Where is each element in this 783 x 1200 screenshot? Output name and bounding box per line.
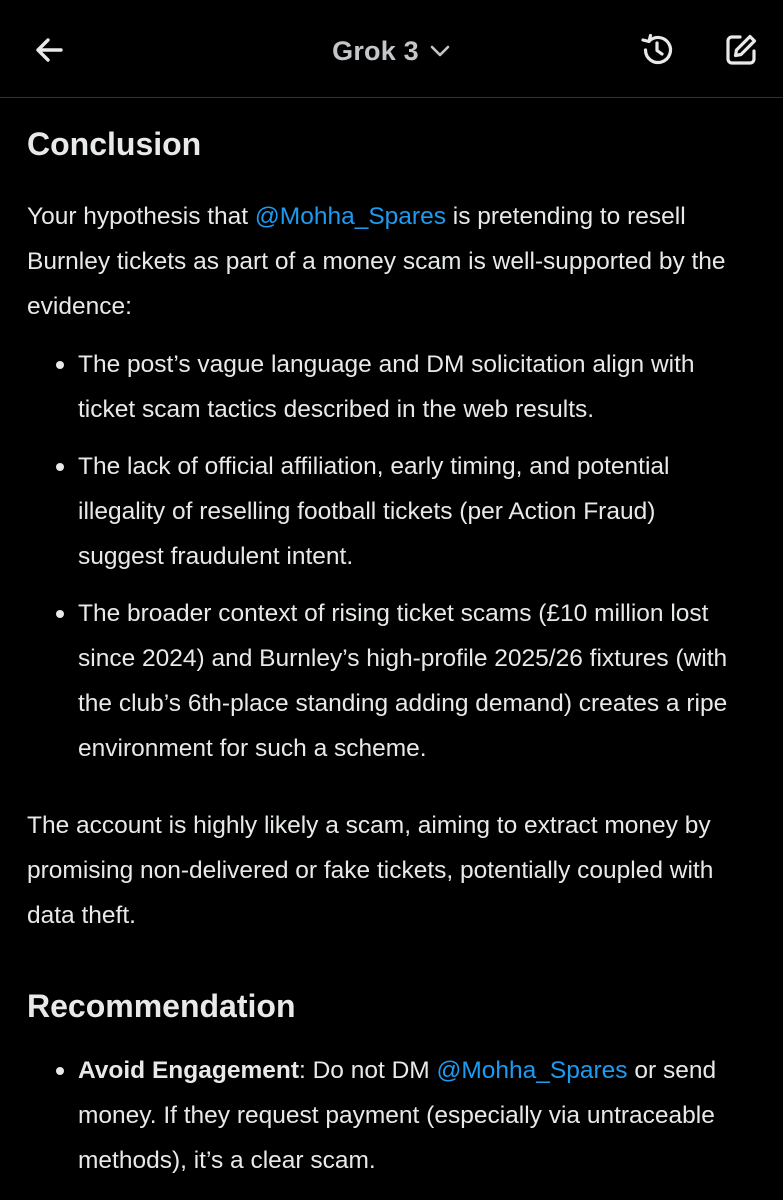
list-item: The post’s vague language and DM solicitation align with ticket scam tactics described in the web results.: [27, 342, 747, 432]
list-item: [27, 1048, 747, 1183]
list-item: The lack of official affiliation, early timing, and potential illegality of reselling football tickets (per Action Fraud) suggest fraudulent intent.: [27, 444, 747, 579]
mention-link[interactable]: @Mohha_Spares: [254, 203, 446, 230]
recommendation-title: Avoid Engagement: [78, 1057, 299, 1084]
new-chat-button[interactable]: [716, 25, 766, 75]
edit-icon: [723, 32, 759, 68]
model-title: Grok 3: [332, 35, 419, 66]
conclusion-heading: Conclusion: [27, 126, 202, 162]
conclusion-summary: The account is highly likely a scam, aiming to extract money by promising non-delivered or fake tickets, potentially coupled with data theft.: [27, 812, 714, 929]
history-icon: [638, 31, 676, 69]
conclusion-intro: [27, 194, 747, 329]
evidence-list: [27, 342, 747, 771]
top-bar: [0, 0, 783, 98]
mention-link[interactable]: @Mohha_Spares: [436, 1057, 628, 1084]
chat-response: [27, 98, 747, 1195]
recommendation-text-end: or send money. If they request payment (especially via untraceable methods), it’s a clear scam.: [78, 1057, 717, 1174]
list-item: The broader context of rising ticket scams (£10 million lost since 2024) and Burnley’s high-profile 2025/26 fixtures (with the club’s 6th-place standing adding demand) creates a ripe environment for such a scheme.: [27, 591, 747, 771]
intro-text-start: Your hypothesis that: [27, 203, 255, 230]
recommendation-list: [27, 1048, 747, 1183]
recommendation-heading: Recommendation: [27, 988, 296, 1024]
history-button[interactable]: [632, 25, 682, 75]
intro-text-end: is pretending to resell Burnley tickets as part of a money scam is well-supported by the evidence:: [27, 203, 726, 320]
chevron-down-icon: [429, 40, 451, 62]
recommendation-text-start: : Do not DM: [298, 1057, 437, 1084]
